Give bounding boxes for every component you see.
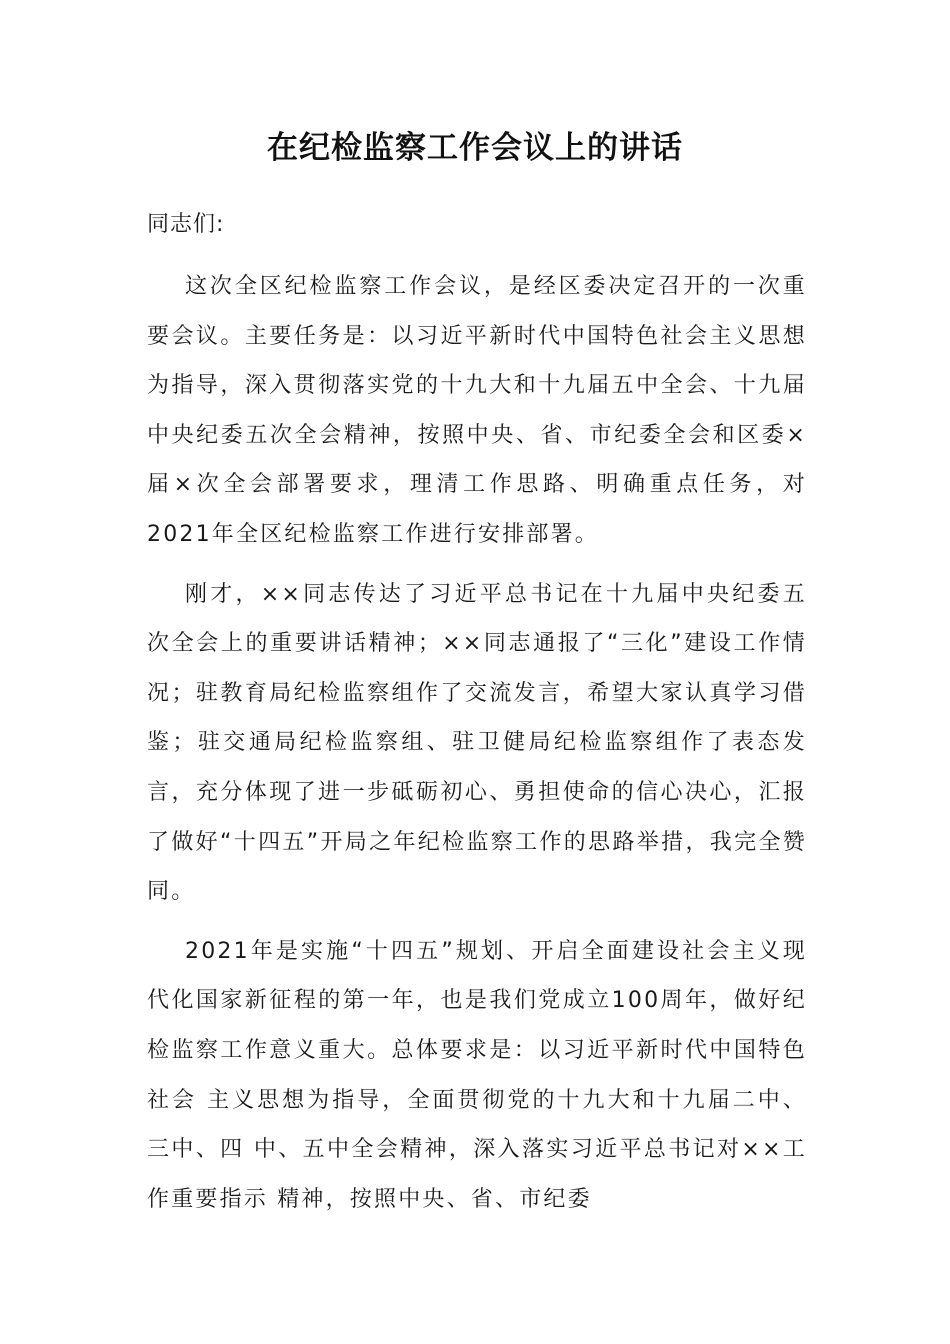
paragraph-3: 2021年是实施“十四五”规划、开启全面建设社会主义现代化国家新征程的第一年，也是我们党成立100周年，做好纪检监察工作意义重大。总体要求是：以习近平新时代中国特色社会 主义思想为指导，全面贯彻党的十九大和十九届二中、三中、四 中、五中全会精神，深入落实习近平总书记对××工作重要指示 精神，按照中央、省、市纪委 [147,938,807,1212]
document-body [147,200,807,1234]
paragraph-2: 刚才，××同志传达了习近平总书记在十九届中央纪委五次全会上的重要讲话精神；××同志通报了“三化”建设工作情况；驻教育局纪检监察组作了交流发言，希望大家认真学习借鉴；驻交通局纪检监察组、驻卫健局纪检监察组作了表态发言，充分体现了进一步砥砺初心、勇担使命的信心决心，汇报了做好“十四五”开局之年纪检监察工作的思路举措，我完全赞同。 [147,581,807,905]
salutation: 同志们: [147,212,225,237]
document-title: 在纪检监察工作会议上的讲话 [267,130,683,166]
paragraph-1: 这次全区纪检监察工作会议，是经区委决定召开的一次重要会议。主要任务是：以习近平新时代中国特色社会主义思想为指导，深入贯彻落实党的十九大和十九届五中全会、十九届中央纪委五次全会精神，按照中央、省、市纪委全会和区委×届×次全会部署要求，理清工作思路、明确重点任务，对2021年全区纪检监察工作进行安排部署。 [147,274,807,547]
